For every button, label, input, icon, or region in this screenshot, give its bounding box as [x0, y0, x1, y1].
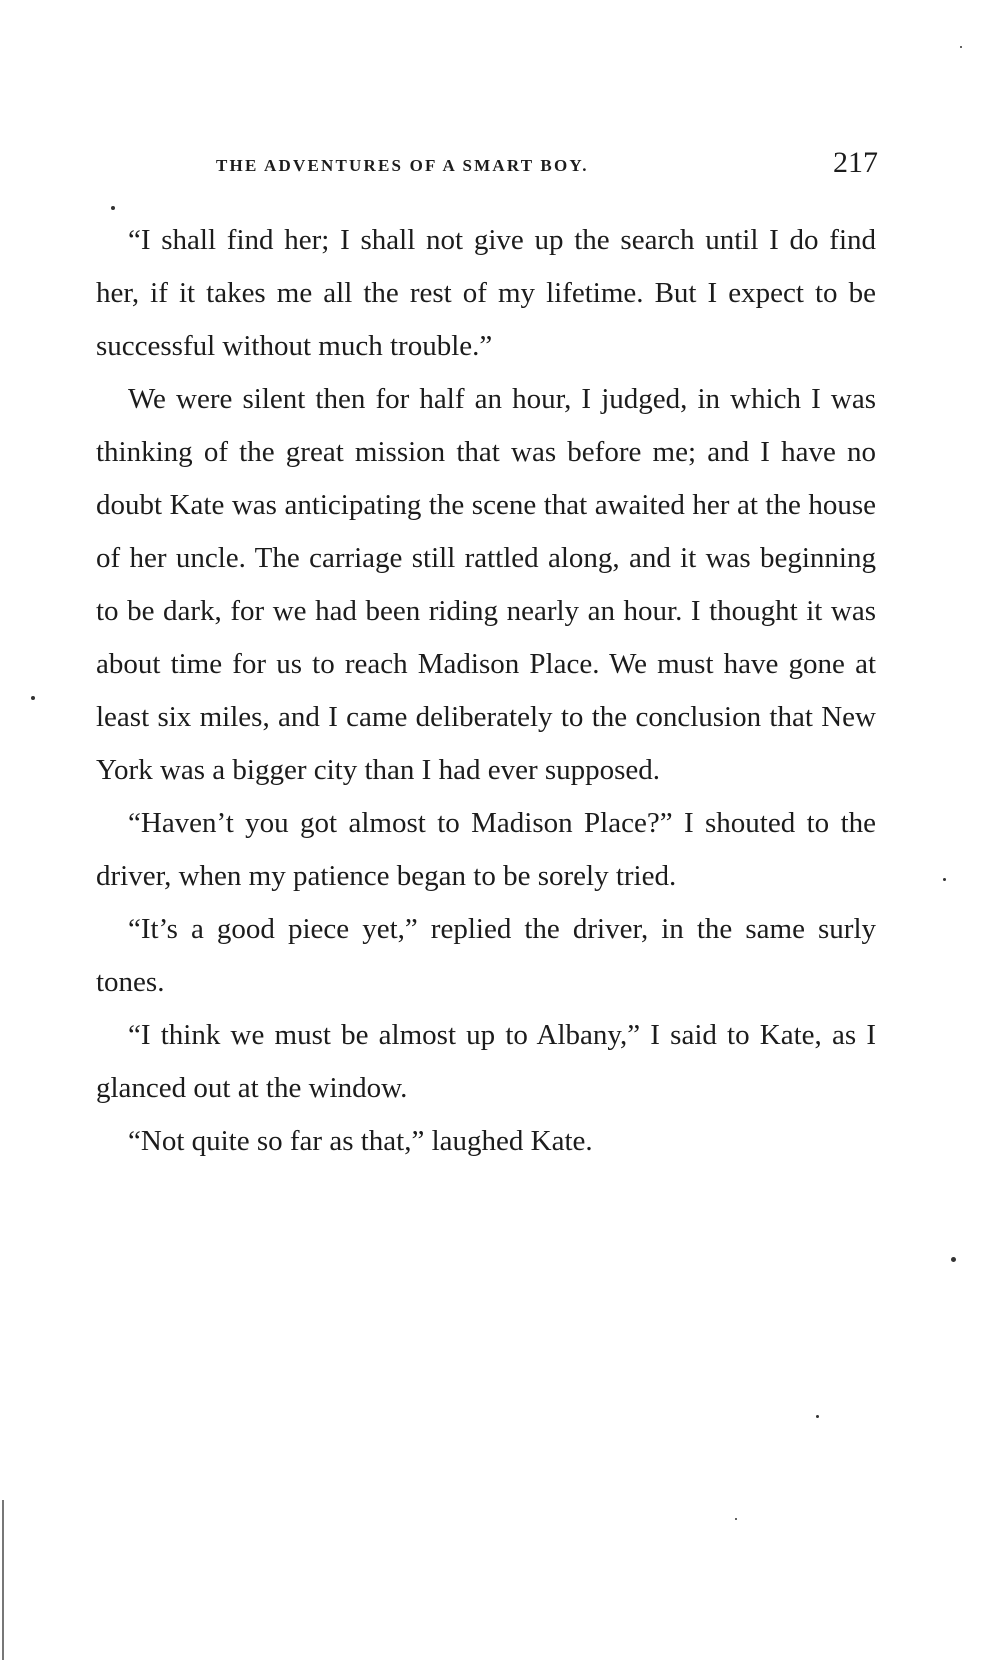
- paragraph: “It’s a good piece yet,” replied the driver, in the same surly tones.: [96, 913, 876, 998]
- paragraph: “Haven’t you got almost to Madison Place?” I shouted to the driver, when my patience began to be sorely tried.: [96, 807, 876, 892]
- scan-edge-line: [2, 1500, 4, 1660]
- scan-speck: [951, 1257, 956, 1262]
- body-text: [96, 214, 876, 1168]
- paragraph: “I shall find her; I shall not give up the search until I do find her, if it takes me all the rest of my lifetime. But I expect to be successful without much trouble.”: [96, 224, 876, 362]
- paragraph: We were silent then for half an hour, I judged, in which I was thinking of the great mission that was before me; and I have no doubt Kate was anticipating the scene that awaited her at the house of her uncle. The carriage still rattled along, and it was beginning to be dark, for we had been riding nearly an hour. I thought it was about time for us to reach Madison Place. We must have gone at least six miles, and I came deliberately to the conclusion that New York was a bigger city than I had ever supposed.: [96, 383, 876, 786]
- scan-speck: [111, 206, 115, 210]
- scan-speck: [31, 696, 35, 700]
- scan-speck: [943, 878, 946, 881]
- paragraph: “Not quite so far as that,” laughed Kate.: [128, 1125, 593, 1157]
- scan-speck: [960, 46, 962, 48]
- running-title: THE ADVENTURES OF A SMART BOY.: [216, 156, 589, 175]
- page-number: 217: [833, 146, 878, 179]
- scan-speck: [735, 1518, 737, 1520]
- scan-speck: [816, 1415, 819, 1418]
- running-head: [96, 138, 878, 182]
- paragraph: “I think we must be almost up to Albany,” I said to Kate, as I glanced out at the window.: [96, 1019, 876, 1104]
